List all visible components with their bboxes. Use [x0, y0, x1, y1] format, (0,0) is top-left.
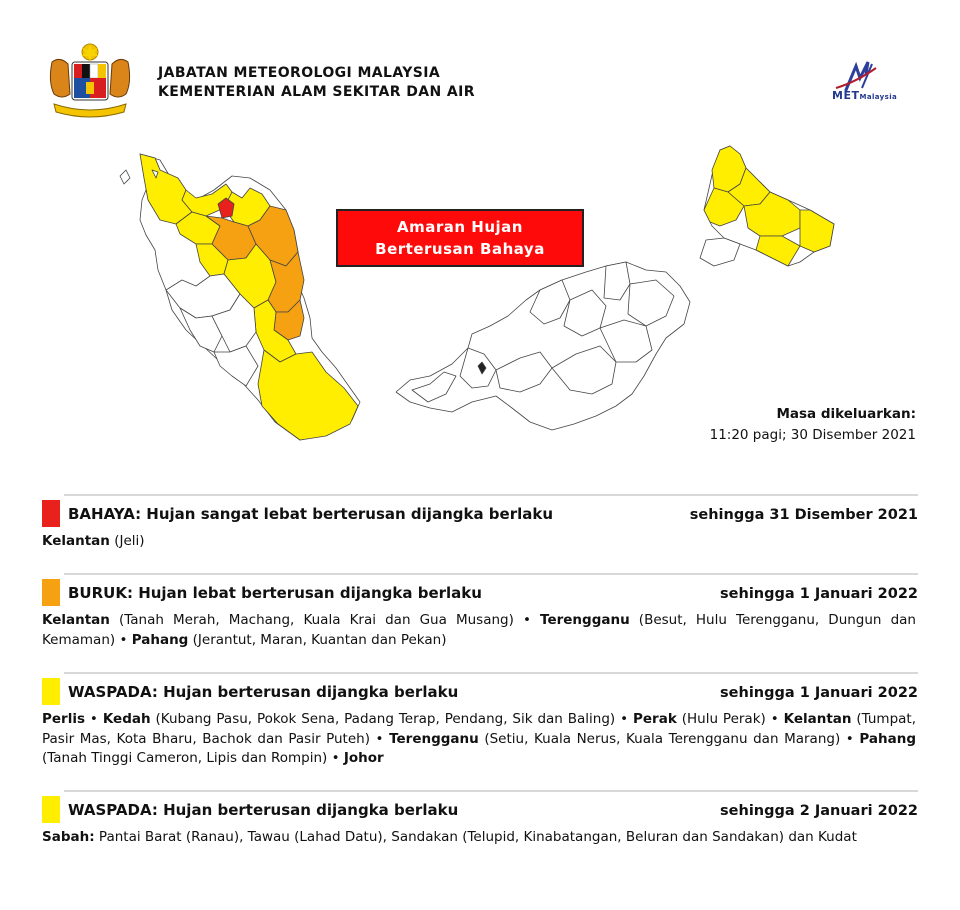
issued-value: 11:20 pagi; 30 Disember 2021: [709, 427, 916, 443]
state-name: Kelantan: [783, 711, 852, 727]
divider: [64, 672, 918, 674]
section-areas: [42, 611, 918, 650]
state-name: Pahang: [859, 730, 916, 747]
met-logo-sub: Malaysia: [859, 93, 898, 101]
org-name: JABATAN METEOROLOGI MALAYSIA: [158, 65, 441, 81]
district-list: (Besut, Hulu Terengganu, Dungun dan Kemaman) •: [42, 612, 916, 648]
alert-title-line1: Amaran Hujan: [397, 218, 523, 236]
divider: [64, 573, 918, 575]
level-swatch: [42, 500, 60, 527]
level-swatch: [42, 678, 60, 705]
met-logo-main: MET: [832, 89, 860, 102]
state-name: Pahang: [131, 631, 189, 648]
district-list: Pantai Barat (Ranau), Tawau (Lahad Datu), Sandakan (Telupid, Kinabatangan, Beluran dan Sandakan) dan Kudat: [94, 829, 857, 845]
state-name: Perlis: [42, 711, 85, 727]
warning-section-bahaya: [42, 498, 918, 552]
state-name: Kedah: [102, 711, 151, 727]
section-title: WASPADA: Hujan berterusan dijangka berlaku: [68, 801, 459, 819]
state-name: Sabah:: [42, 829, 95, 845]
district-list: (Kubang Pasu, Pokok Sena, Padang Terap, Pendang, Sik dan Baling) •: [150, 711, 633, 727]
section-until: sehingga 1 Januari 2022: [720, 586, 918, 602]
section-title: BAHAYA: Hujan sangat lebat berterusan dijangka berlaku: [68, 505, 554, 523]
section-areas: [42, 710, 918, 769]
section-until: sehingga 2 Januari 2022: [720, 803, 918, 819]
district-list: (Jeli): [109, 533, 145, 549]
district-list: (Jerantut, Maran, Kuantan dan Pekan): [188, 631, 447, 648]
ministry-name: KEMENTERIAN ALAM SEKITAR DAN AIR: [158, 84, 475, 100]
district-list: (Tanah Tinggi Cameron, Lipis dan Rompin) •: [42, 750, 344, 766]
district-list: (Hulu Perak) •: [676, 711, 784, 727]
district-shape: [800, 210, 834, 252]
divider: [64, 790, 918, 792]
district-list: (Tumpat, Pasir Mas, Kota Bharu, Bachok dan Pasir Puteh) •: [42, 711, 917, 747]
warning-section-waspada-sabah: [42, 794, 918, 848]
district-shape: [700, 238, 740, 266]
section-areas: [42, 828, 918, 848]
district-list: (Tanah Merah, Machang, Kuala Krai dan Gua Musang) •: [109, 612, 541, 628]
met-swoosh-icon: [826, 60, 918, 92]
issued-time: [710, 404, 916, 446]
section-areas: [42, 532, 918, 552]
alert-title-box: [336, 209, 584, 267]
section-until: sehingga 1 Januari 2022: [720, 685, 918, 701]
divider: [64, 494, 918, 496]
state-name: Terengganu: [540, 612, 630, 628]
district-list: (Setiu, Kuala Nerus, Kuala Terengganu dan Marang) •: [478, 730, 860, 747]
warning-section-buruk: [42, 577, 918, 650]
section-until: sehingga 31 Disember 2021: [689, 507, 918, 523]
section-title: BURUK: Hujan lebat berterusan dijangka berlaku: [68, 584, 482, 602]
level-swatch: [42, 796, 60, 823]
state-name: Perak: [633, 711, 677, 727]
state-name: Terengganu: [389, 730, 479, 747]
section-title: WASPADA: Hujan berterusan dijangka berlaku: [68, 683, 459, 701]
peninsular-malaysia: [120, 154, 360, 440]
district-shape: [258, 350, 358, 440]
district-list: •: [85, 711, 103, 727]
met-malaysia-logo: [826, 60, 918, 104]
alert-title-line2: Berterusan Bahaya: [375, 240, 545, 258]
issued-label: Masa dikeluarkan:: [776, 406, 916, 422]
state-name: Kelantan: [42, 612, 110, 628]
state-name: Johor: [343, 750, 384, 766]
state-name: Kelantan: [42, 533, 110, 549]
coat-of-arms-icon: [44, 42, 136, 120]
warning-section-waspada: [42, 676, 918, 769]
level-swatch: [42, 579, 60, 606]
borneo-malaysia: [396, 146, 834, 430]
